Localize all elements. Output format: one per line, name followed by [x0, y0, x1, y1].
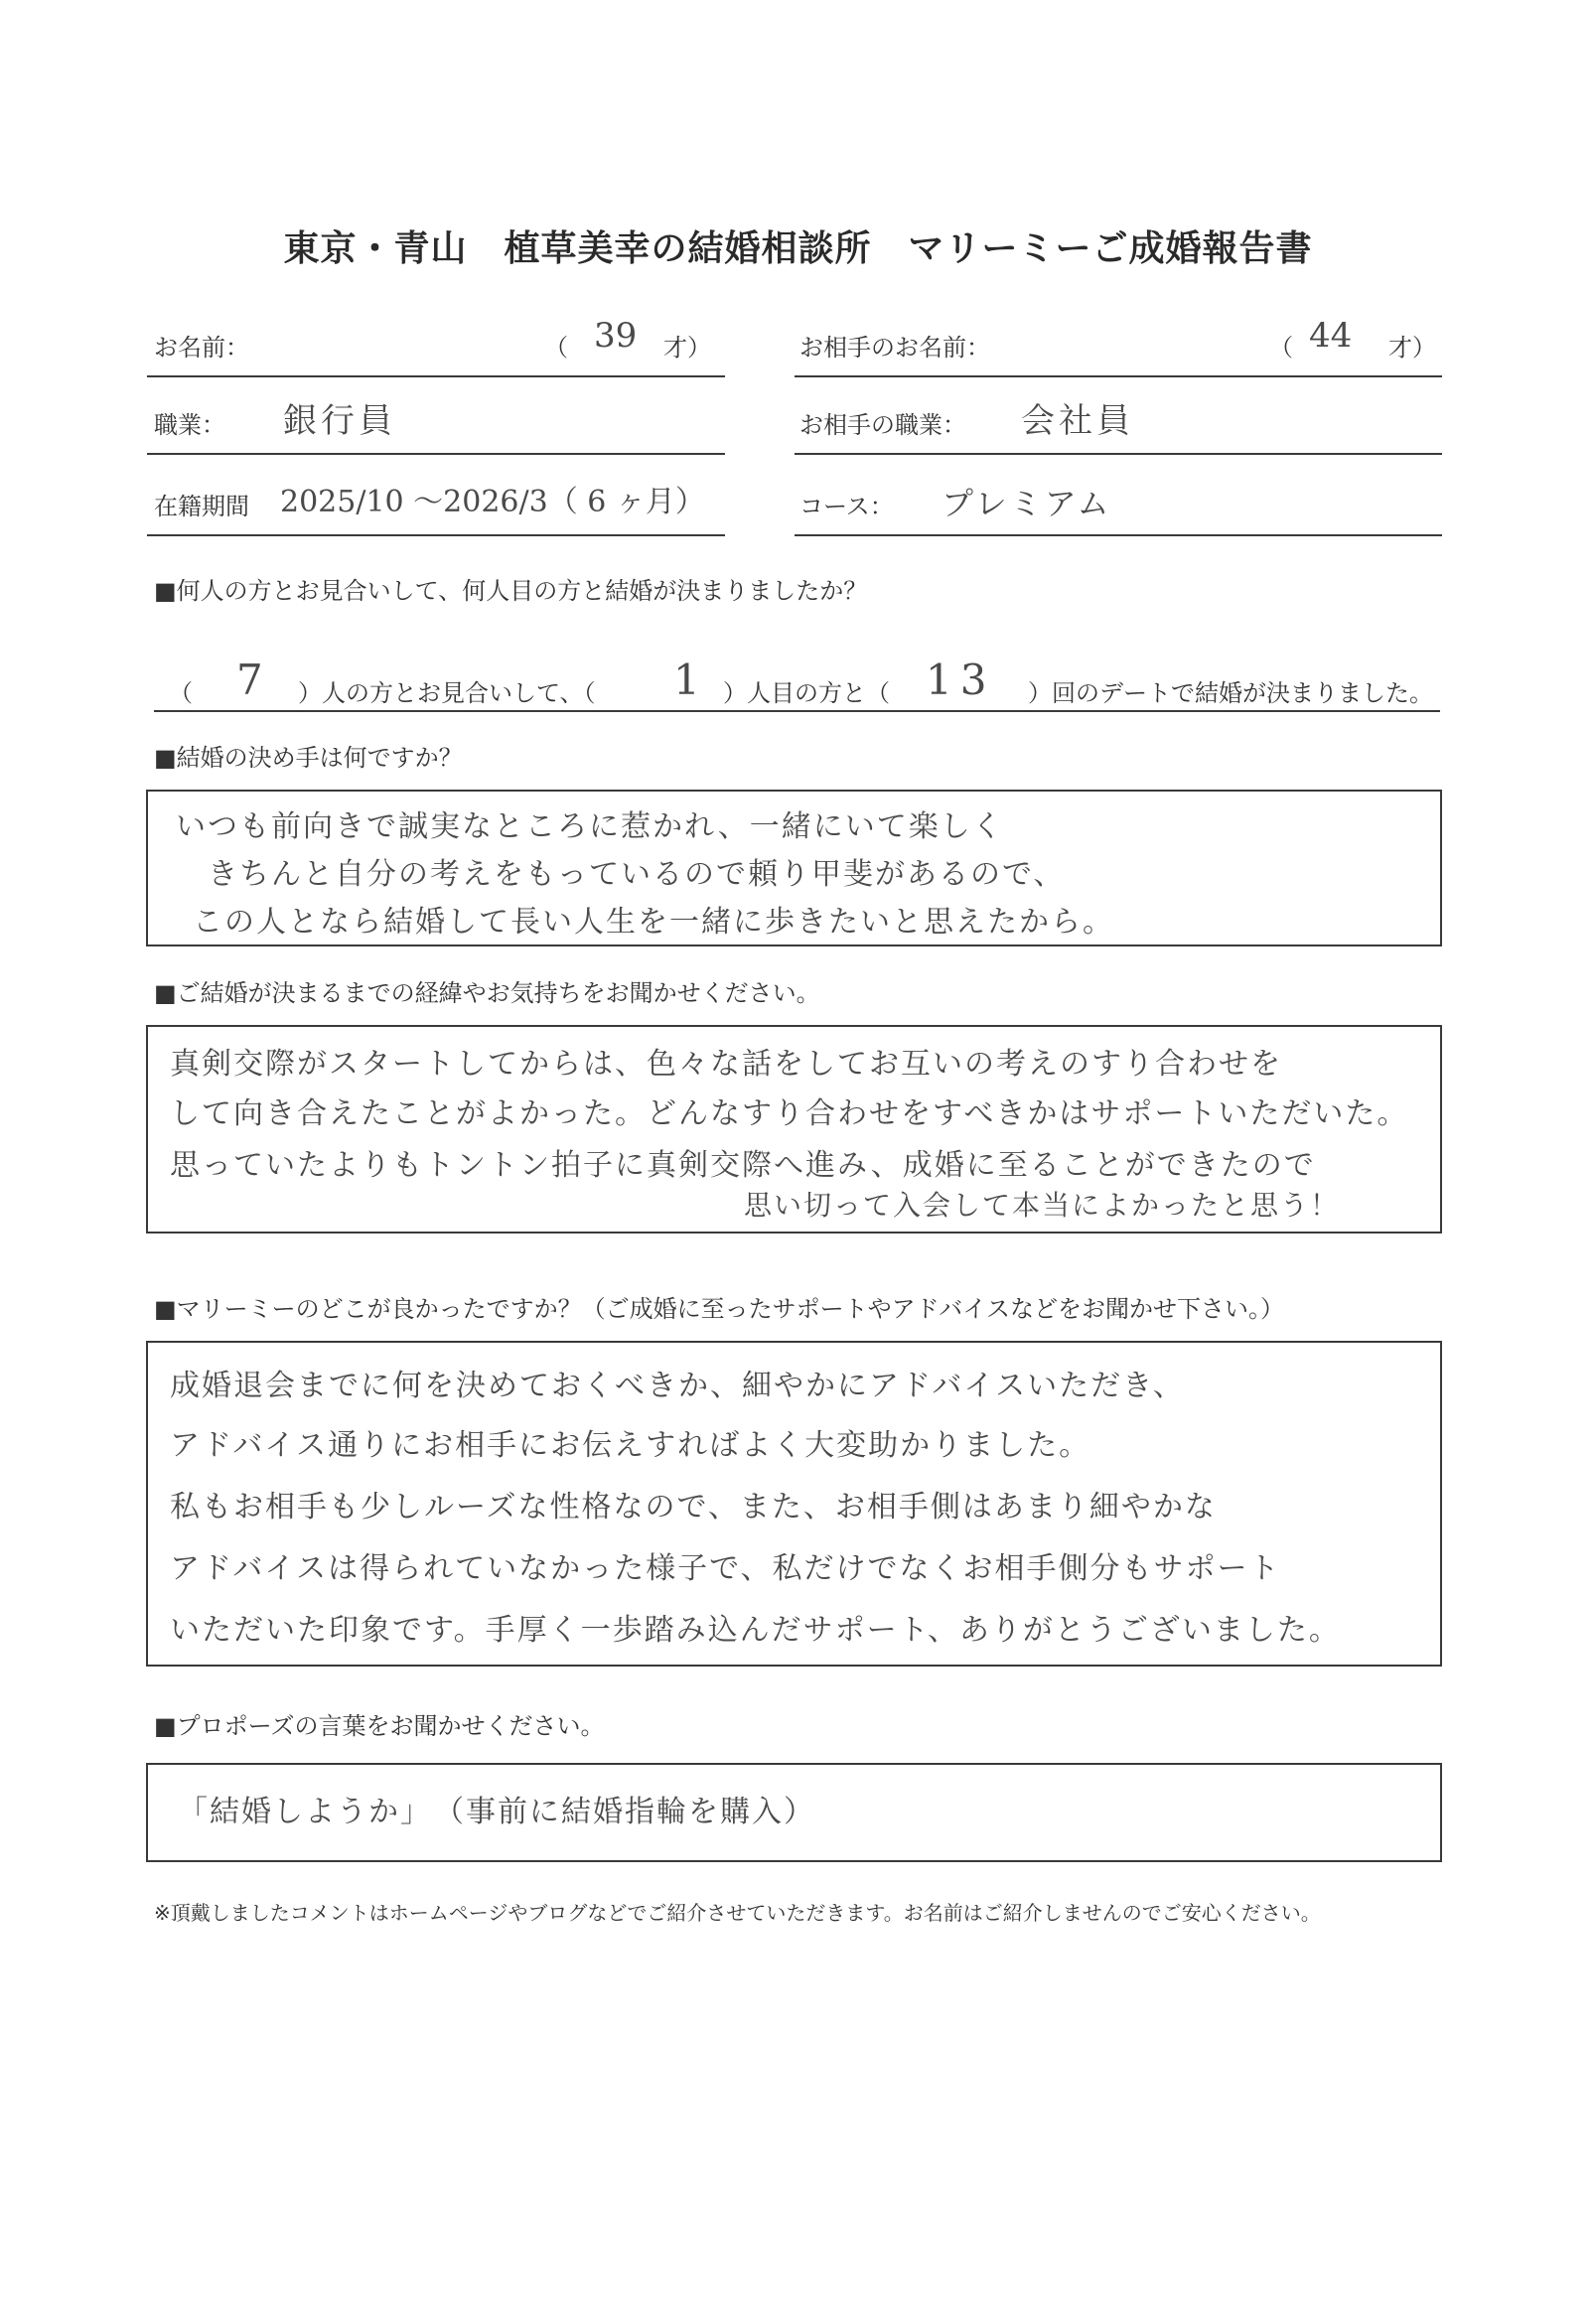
q4-line: アドバイスは得られていなかった様子で、私だけでなくお相手側分もサポート [170, 1551, 1281, 1586]
job-label: 職業： [154, 411, 225, 439]
q3-line: 思い切って入会して本当によかったと思う！ [744, 1189, 1341, 1222]
q2-line: いつも前向きで誠実なところに惹かれ、一緒にいて楽しく [176, 809, 1004, 844]
q3-line: 真剣交際がスタートしてからは、色々な話をしてお互いの考えのすり合わせを [170, 1047, 1282, 1082]
q1-met-count: 7 [236, 655, 263, 704]
q1-date-count: 13 [926, 655, 995, 704]
q4-line: 成婚退会までに何を決めておくべきか、細やかにアドバイスいただき、 [170, 1369, 1185, 1403]
name-underline [147, 375, 725, 377]
period-underline [147, 534, 725, 536]
footer-note: ※頂戴しましたコメントはホームページやブログなどでご紹介させていただきます。お名前はご紹介しませんのでご安心ください。 [154, 1901, 1321, 1925]
q5-answer: 「結婚しようか」 （事前に結婚指輪を購入） [178, 1795, 815, 1829]
q1-underline [154, 710, 1440, 712]
partner-name-label: お相手のお名前： [799, 334, 990, 362]
age-open-paren: （ [544, 334, 568, 362]
name-label: お名前： [154, 334, 249, 362]
job-value: 銀行員 [283, 401, 396, 441]
q5-heading: ■プロポーズの言葉をお聞かせください。 [154, 1712, 605, 1740]
course-label: コース： [799, 493, 894, 520]
course-underline [795, 534, 1442, 536]
period-value: 2025/10 〜2026/3（ 6 ヶ月） [280, 485, 705, 519]
q3-heading: ■ご結婚が決まるまでの経緯やお気持ちをお聞かせください。 [154, 979, 820, 1007]
q2-answer-box [146, 790, 1442, 946]
age-close: 才） [663, 334, 711, 362]
q2-line: この人となら結婚して長い人生を一緒に歩きたいと思えたから。 [193, 905, 1114, 940]
q4-line: いただいた印象です。手厚く一歩踏み込んだサポート、ありがとうございました。 [170, 1613, 1341, 1648]
q5-answer-box [146, 1763, 1442, 1862]
partner-age-open-paren: （ [1269, 334, 1293, 362]
q3-answer-box [146, 1025, 1442, 1234]
q4-answer-box [146, 1341, 1442, 1667]
q1-heading: ■何人の方とお見合いして、何人目の方と結婚が決まりましたか？ [154, 577, 868, 605]
q2-line: きちんと自分の考えをもっているので頼り甲斐があるので、 [208, 857, 1066, 892]
q3-line: して向き合えたことがよかった。どんなすり合わせをすべきかはサポートいただいた。 [170, 1096, 1409, 1131]
partner-job-value: 会社員 [1021, 401, 1134, 441]
partner-age-close: 才） [1388, 334, 1436, 362]
q1-nth: 1 [673, 655, 700, 704]
partner-job-underline [795, 453, 1442, 455]
q1-open: （ [169, 679, 193, 707]
q1-mid2: ）人目の方と（ [723, 679, 890, 707]
q1-end: ）回のデートで結婚が決まりました。 [1028, 679, 1433, 707]
course-value: プレミアム [942, 485, 1112, 522]
partner-age-value: 44 [1309, 316, 1353, 356]
job-underline [147, 453, 725, 455]
age-value: 39 [594, 316, 638, 356]
partner-job-label: お相手の職業： [799, 411, 966, 439]
q1-mid1: ）人の方とお見合いして、（ [298, 679, 596, 707]
period-label: 在籍期間 [154, 493, 249, 520]
q2-heading: ■結婚の決め手は何ですか？ [154, 744, 463, 772]
q3-line: 思っていたよりもトントン拍子に真剣交際へ進み、成婚に至ることができたので [170, 1148, 1316, 1183]
report-title: 東京・青山 植草美幸の結婚相談所 マリーミーご成婚報告書 [283, 228, 1313, 269]
q4-line: アドバイス通りにお相手にお伝えすればよく大変助かりました。 [170, 1428, 1091, 1463]
q4-line: 私もお相手も少しルーズな性格なので、また、お相手側はあまり細やかな [170, 1490, 1217, 1524]
partner-name-underline [795, 375, 1442, 377]
q4-heading: ■マリーミーのどこが良かったですか？（ご成婚に至ったサポートやアドバイスなどをお聞かせ下さい。） [154, 1295, 1284, 1323]
